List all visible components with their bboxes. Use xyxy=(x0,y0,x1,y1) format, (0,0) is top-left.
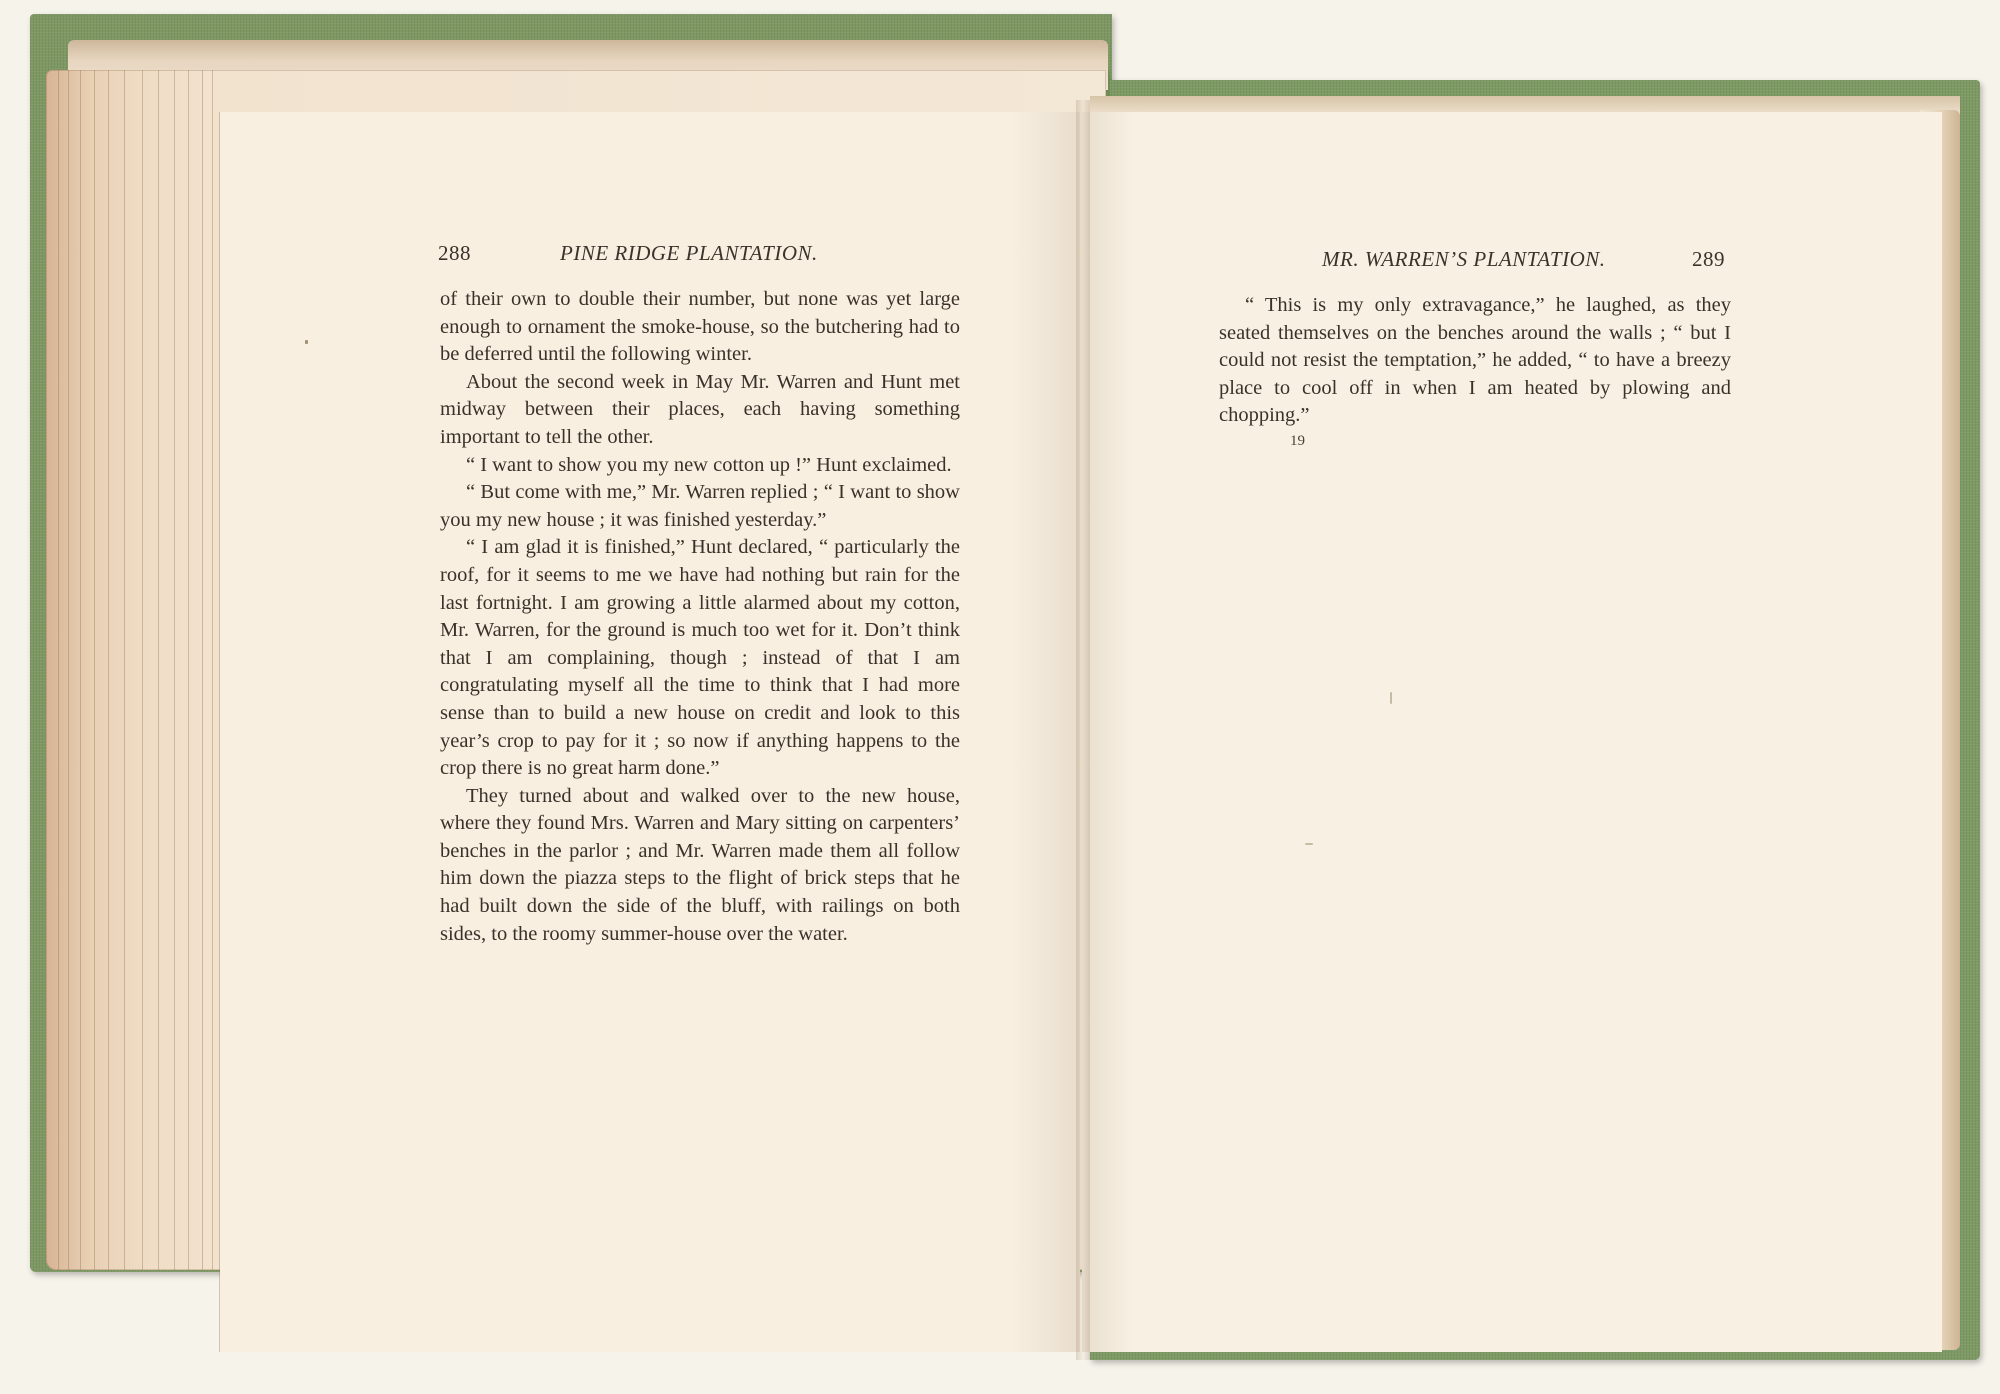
paper-speck xyxy=(1390,692,1392,704)
paper-speck xyxy=(1305,843,1313,845)
paragraph: About the second week in May Mr. Warren and Hunt met midway between their places, each having something important to tell the other. xyxy=(440,370,960,448)
paragraph: “ I want to show you my new cotton up !” Hunt exclaimed. xyxy=(466,453,952,476)
right-page-body xyxy=(1219,292,1731,430)
right-page-number: 289 xyxy=(1692,247,1725,271)
gutter xyxy=(1076,100,1090,1360)
paragraph: “ This is my only extravagance,” he laughed, as they seated themselves on the benches around the walls ; “ but I could not resist the temptation,” he added, “ to have a breezy place to cool off in when I am heated by plowing and chopping.” xyxy=(1219,294,1731,427)
paper-speck xyxy=(305,340,308,344)
left-page-body xyxy=(440,286,960,948)
paragraph: “ I am glad it is finished,” Hunt declared, “ particularly the roof, for it seems to me we have had nothing but rain for the last fortnight. I am growing a little alarmed about my cotton, Mr. Warren, for the ground is much too wet for it. Don’t think that I am complaining, though ; instead of that I am congratulating myself all the time to think that I had more sense than to build a new house on credit and look to this year’s crop to pay for it ; so now if anything happens to the crop there is no great harm done.” xyxy=(440,536,960,780)
paragraph: of their own to double their number, but none was yet large enough to ornament the smoke-house, so the butchering had to be deferred until the following winter. xyxy=(440,288,960,366)
paragraph: “ But come with me,” Mr. Warren replied ; “ I want to show you my new house ; it was finished yesterday.” xyxy=(440,481,960,531)
paragraph: They turned about and walked over to the new house, where they found Mrs. Warren and Mary sitting on carpenters’ benches in the parlor ; and Mr. Warren made them all follow him down the piazza steps to the flight of brick steps that he had built down the side of the bluff, with railings on both sides, to the roomy summer-house over the water. xyxy=(440,784,960,945)
left-page-number: 288 xyxy=(438,241,471,265)
left-running-head: PINE RIDGE PLANTATION. xyxy=(560,241,818,265)
right-running-head: MR. WARREN’S PLANTATION. xyxy=(1322,247,1606,271)
signature-mark: 19 xyxy=(1290,433,1305,449)
